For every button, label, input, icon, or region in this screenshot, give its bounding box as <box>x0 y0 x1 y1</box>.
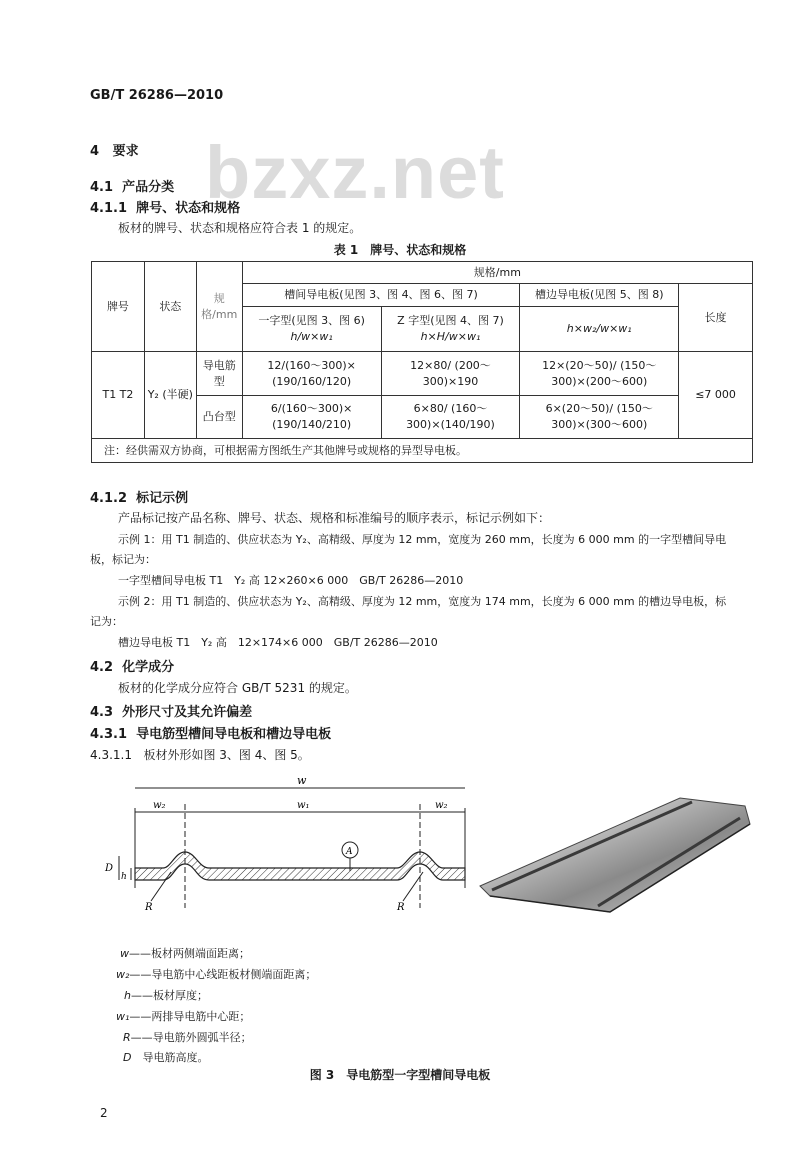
section-number: 4.2 <box>90 660 114 675</box>
legend-item <box>123 1029 252 1045</box>
label-w2-left: w₂ <box>153 800 166 811</box>
section-number: 4.3 <box>90 705 114 720</box>
legend-text: ——两排导电筋中心距； <box>129 1010 251 1023</box>
header-bian-formula: h×w₂/w×w₁ <box>566 322 632 335</box>
example-1-marking: 一字型槽间导电板 T1 Y₂ 高 12×260×6 000 GB/T 26286—2010 <box>118 574 464 587</box>
section-4-3-1-heading <box>90 723 331 742</box>
legend-item <box>116 1008 250 1024</box>
example-2-marking: 槽边导电板 T1 Y₂ 高 12×174×6 000 GB/T 26286—2010 <box>118 636 438 649</box>
section-title: 外形尺寸及其允许偏差 <box>122 705 253 720</box>
header-length: 长度 <box>679 284 753 352</box>
header-yi-label: 一字型(见图 3、图 6) <box>258 314 365 327</box>
cell-row1-bian: 12×(20～50)/ (150～300)×(200～600) <box>520 352 679 396</box>
example-1-line-2: 板，标记为： <box>90 553 156 566</box>
table-note: 注：经供需双方协商，可根据需方图纸生产其他牌号或规格的异型导电板。 <box>92 439 753 463</box>
section-4-2-body: 板材的化学成分应符合 GB/T 5231 的规定。 <box>118 681 357 695</box>
standard-code-header: GB/T 26286—2010 <box>90 88 224 103</box>
section-4-2-heading <box>90 656 174 675</box>
section-body: 板材外形如图 3、图 4、图 5。 <box>143 748 310 762</box>
plate-3d-view <box>470 790 760 920</box>
section-title: 导电筋型槽间导电板和槽边导电板 <box>136 727 332 742</box>
section-title: 产品分类 <box>122 180 175 195</box>
cell-row1-z: 12×80/ (200～300)×190 <box>381 352 520 396</box>
cell-row2-yi: 6/(160～300)× (190/140/210) <box>242 396 381 439</box>
example-1-line-1: 示例 1：用 T1 制造的、供应状态为 Y₂、高精级、厚度为 12 mm，宽度为 260 mm，长度为 6 000 mm 的一字型槽间导电 <box>118 533 727 546</box>
label-A: A <box>346 847 353 857</box>
legend-text: ——板材两侧端面距离； <box>129 947 250 960</box>
label-w: w <box>297 774 307 787</box>
legend-item <box>116 966 316 982</box>
cell-length: ≤7 000 <box>679 352 753 439</box>
legend-text: ——导电筋外圆弧半径； <box>130 1031 252 1044</box>
label-R-right: R <box>397 902 405 913</box>
section-number: 4.3.1 <box>90 727 128 742</box>
page-number: 2 <box>100 1106 108 1120</box>
legend-item <box>123 1049 208 1065</box>
label-R-left: R <box>145 902 153 913</box>
header-grade: 牌号 <box>92 262 145 352</box>
label-w2-right: w₂ <box>435 800 448 811</box>
section-title: 化学成分 <box>122 660 175 675</box>
table-1-caption: 表 1 牌号、状态和规格 <box>333 243 467 257</box>
section-number: 4.1.2 <box>90 491 128 506</box>
legend-symbol: w <box>120 947 129 960</box>
legend-symbol: w₁ <box>116 1010 130 1023</box>
header-cao-jian: 槽间导电板(见图 3、图 4、图 6、图 7) <box>242 284 520 307</box>
header-cao-bian: 槽边导电板(见图 5、图 8) <box>520 284 679 307</box>
legend-symbol: w₂ <box>116 968 130 981</box>
section-number: 4.1.1 <box>90 201 128 216</box>
section-4-1-1-heading <box>90 197 240 216</box>
section-title: 要求 <box>112 144 139 159</box>
header-z-formula: h×H/w×w₁ <box>420 330 481 343</box>
header-bian <box>520 307 679 352</box>
section-4-1-heading <box>90 176 174 195</box>
legend-text: ——导电筋中心线距板材侧端面距离； <box>129 968 317 981</box>
legend-item <box>124 987 208 1003</box>
header-z-label: Z 字型(见图 4、图 7) <box>397 314 504 327</box>
figure-3-caption: 图 3 导电筋型一字型槽间导电板 <box>309 1068 491 1082</box>
label-h: h <box>121 872 127 882</box>
spec-table <box>91 261 753 463</box>
cell-row2-z: 6×80/ (160～300)×(140/190) <box>381 396 520 439</box>
cell-state: Y₂ (半硬) <box>144 352 196 439</box>
header-type: 规格/mm <box>196 262 242 352</box>
cell-row1-type: 导电筋型 <box>196 352 242 396</box>
header-spec: 规格/mm <box>242 262 752 284</box>
legend-item <box>120 945 250 961</box>
legend-symbol: D <box>123 1051 132 1064</box>
header-yi <box>242 307 381 352</box>
header-z <box>381 307 520 352</box>
label-D: D <box>105 863 114 874</box>
section-4-1-2-heading <box>90 487 188 506</box>
legend-symbol: h <box>124 989 131 1002</box>
cell-row1-yi: 12/(160～300)× (190/160/120) <box>242 352 381 396</box>
header-state: 状态 <box>144 262 196 352</box>
legend-text: 导电筋高度。 <box>131 1051 209 1064</box>
section-title: 标记示例 <box>136 491 189 506</box>
label-w1: w₁ <box>297 800 310 811</box>
cell-row2-type: 凸台型 <box>196 396 242 439</box>
cell-grades: T1 T2 <box>92 352 145 439</box>
plate-section <box>135 852 465 880</box>
header-yi-formula: h/w×w₁ <box>290 330 333 343</box>
section-4-1-1-body: 板材的牌号、状态和规格应符合表 1 的规定。 <box>118 221 362 235</box>
section-4-3-1-1 <box>90 746 310 763</box>
marking-intro: 产品标记按产品名称、牌号、状态、规格和标准编号的顺序表示，标记示例如下： <box>118 511 551 525</box>
section-number: 4.1 <box>90 180 114 195</box>
section-4-heading <box>90 140 139 159</box>
section-number: 4 <box>90 144 100 159</box>
watermark: bzxz.net <box>205 131 505 214</box>
section-number: 4.3.1.1 <box>90 748 132 762</box>
section-title: 牌号、状态和规格 <box>136 201 241 216</box>
legend-text: ——板材厚度； <box>130 989 208 1002</box>
legend-symbol: R <box>123 1031 131 1044</box>
section-4-3-heading <box>90 701 252 720</box>
cross-section-drawing <box>85 768 485 928</box>
example-2-line-1: 示例 2：用 T1 制造的、供应状态为 Y₂、高精级、厚度为 12 mm，宽度为 174 mm，长度为 6 000 mm 的槽边导电板，标 <box>118 595 727 608</box>
cell-row2-bian: 6×(20～50)/ (150～300)×(300～600) <box>520 396 679 439</box>
example-2-line-2: 记为： <box>90 615 123 628</box>
